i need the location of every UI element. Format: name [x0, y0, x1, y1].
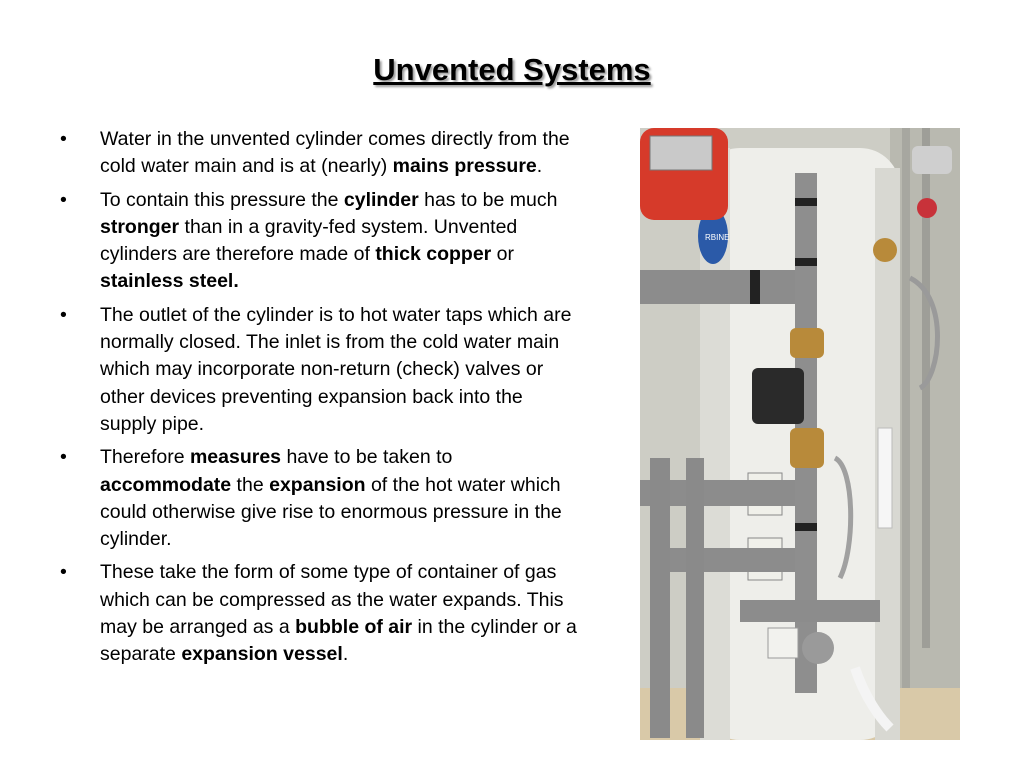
bold-text: stainless steel.	[100, 270, 239, 293]
bullet-text: of the hot water which could otherwise give rise to enormous pressure in the cylinder.	[100, 473, 562, 551]
badge-text: RBINE	[705, 233, 730, 242]
vessel-label	[650, 136, 712, 170]
bullet-marker: •	[60, 446, 67, 469]
bullet-item	[58, 444, 583, 553]
tape	[795, 258, 817, 266]
bullet-item	[58, 559, 583, 668]
slide-title: Unvented Systems	[373, 52, 651, 87]
bullet-item	[58, 302, 583, 438]
bold-text: expansion	[269, 473, 366, 496]
unvented-cylinder-illustration	[640, 128, 960, 740]
red-valve-cap	[917, 198, 937, 218]
lagged-pipe	[740, 600, 880, 622]
lagged-pipe	[686, 458, 704, 738]
brass-valve	[790, 428, 824, 468]
cylinder-photo	[640, 128, 960, 740]
bullet-text: Therefore	[100, 446, 190, 469]
brass-valve	[790, 328, 824, 358]
bullet-text: or	[491, 243, 515, 266]
tape	[795, 198, 817, 206]
bold-text: thick copper	[375, 243, 492, 266]
tape	[795, 523, 817, 531]
bullet-text: These take the form of some type of container of gas which can be compressed as the water expands. This may be arranged as a	[100, 561, 564, 639]
bold-text: stronger	[100, 215, 180, 238]
bullet-text: The outlet of the cylinder is to hot water taps which are normally closed. The inlet is from the cold water main which may incorporate non-return (check) valves or other devices preventing expansion back into the supply pipe.	[100, 303, 572, 435]
bullet-marker: •	[60, 561, 67, 584]
tundish	[878, 428, 892, 528]
pump	[752, 368, 804, 424]
brass-fitting	[873, 238, 897, 262]
bullet-item	[58, 187, 583, 296]
bullet-marker: •	[60, 303, 67, 326]
bullet-text: than in a gravity-fed system. Unvented cylinders are therefore made of	[100, 215, 518, 266]
bold-text: mains pressure	[392, 155, 537, 178]
bullet-text: has to be much	[418, 188, 558, 211]
bold-text: accommodate	[100, 473, 232, 496]
bullet-text: the	[231, 473, 270, 496]
bullet-text: Water in the unvented cylinder comes directly from the cold water main and is at (nearly)	[100, 128, 570, 178]
bullet-item	[58, 126, 583, 181]
tape	[750, 270, 760, 304]
control-box	[768, 628, 798, 658]
valve	[912, 146, 952, 174]
bullet-text: .	[342, 643, 349, 666]
bullet-marker: •	[60, 128, 67, 150]
bullet-marker: •	[60, 188, 67, 211]
bullet-text: .	[536, 155, 543, 178]
fitting	[802, 632, 834, 664]
bold-text: measures	[189, 446, 282, 469]
bold-text: cylinder	[343, 188, 419, 211]
bullet-list	[58, 126, 583, 675]
bullet-text: in the cylinder or a separate	[100, 616, 577, 666]
lagged-pipe	[640, 270, 805, 304]
bold-text: expansion vessel	[181, 643, 343, 666]
lagged-pipe	[650, 458, 670, 738]
bullet-text: have to be taken to	[281, 446, 453, 469]
bold-text: bubble of air	[295, 616, 413, 639]
bullet-text: To contain this pressure the	[100, 188, 344, 211]
pipe	[902, 128, 910, 688]
